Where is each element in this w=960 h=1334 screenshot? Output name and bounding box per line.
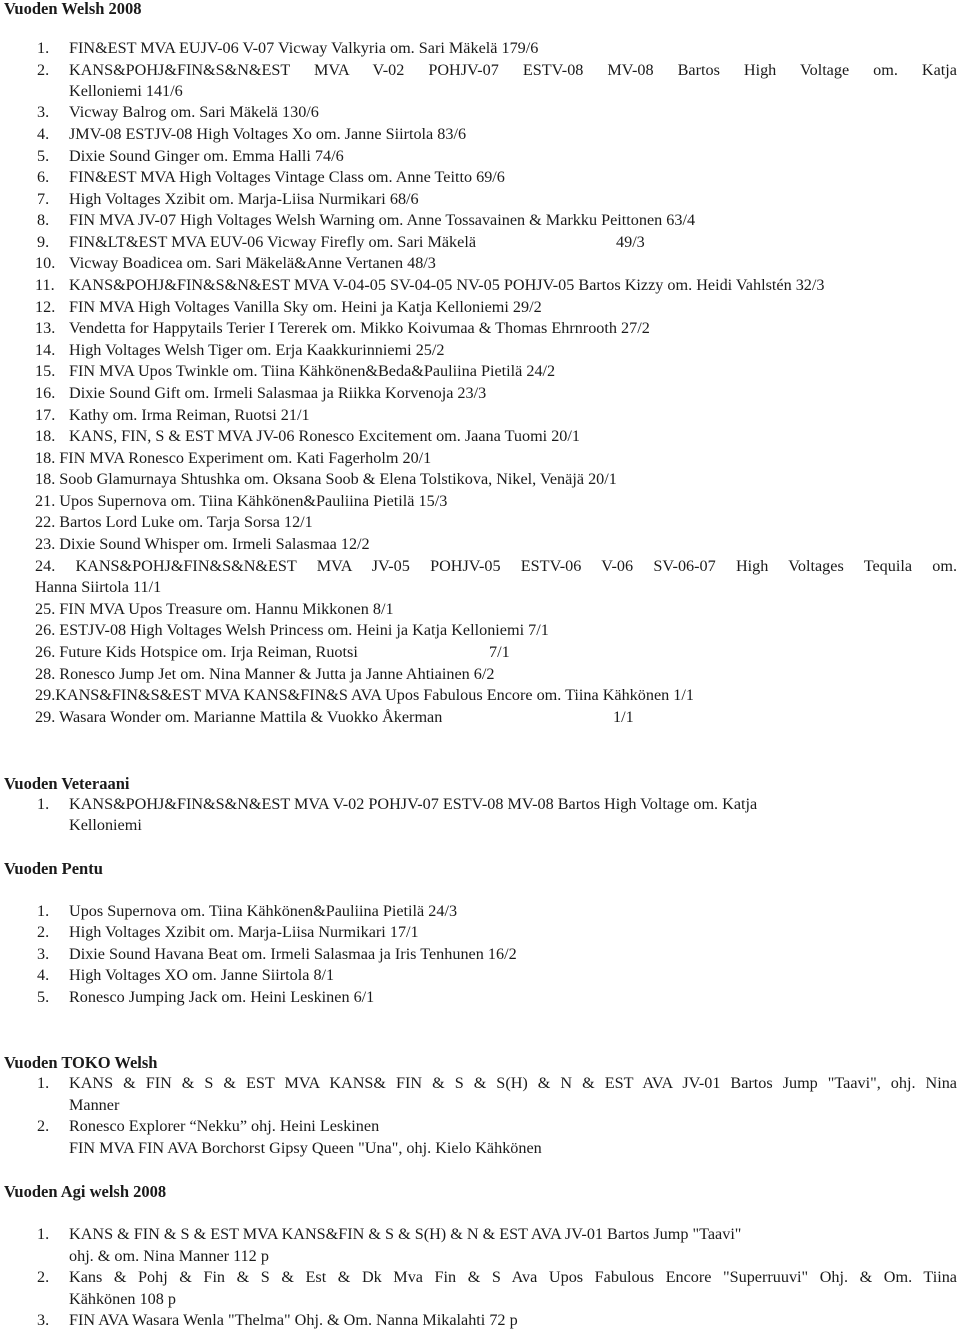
item-text: 25. FIN MVA Upos Treasure om. Hannu Mikkonen 8/1 xyxy=(35,600,394,618)
item-text: FIN MVA Upos Twinkle om. Tiina Kähkönen&Beda&Pauliina Pietilä 24/2 xyxy=(69,362,556,380)
item-number: 12. xyxy=(35,298,56,316)
item-number: 2. xyxy=(37,923,50,941)
item-number: 10. xyxy=(35,254,56,272)
item-text: High Voltages XO om. Janne Siirtola 8/1 xyxy=(69,966,335,984)
item-text: Kans & Pohj & Fin & S & Est & Dk Mva Fin & S Ava Upos Fabulous Encore "Superruuvi" Ohj. & Om. Tiina xyxy=(69,1268,957,1286)
item-text: 28. Ronesco Jump Jet om. Nina Manner & Jutta ja Janne Ahtiainen 6/2 xyxy=(35,665,495,683)
item-text: KANS&POHJ&FIN&S&N&EST MVA V-04-05 SV-04-05 NV-05 POHJV-05 Bartos Kizzy om. Heidi Vahlstén 32/3 xyxy=(69,276,825,294)
item-text: KANS & FIN & S & EST MVA KANS&FIN & S & S(H) & N & EST AVA JV-01 Bartos Jump "Taavi" xyxy=(69,1225,742,1243)
item-number: 14. xyxy=(35,341,56,359)
item-text-continuation: ohj. & om. Nina Manner 112 p xyxy=(69,1247,269,1265)
item-score: 49/3 xyxy=(616,233,645,251)
item-number: 1. xyxy=(37,1225,50,1243)
item-text: High Voltages Xzibit om. Marja-Liisa Nurmikari 68/6 xyxy=(69,190,419,208)
item-number: 2. xyxy=(37,1117,50,1135)
section-title-pentu: Vuoden Pentu xyxy=(4,859,103,878)
item-text: Vicway Boadicea om. Sari Mäkelä&Anne Vertanen 48/3 xyxy=(69,254,436,272)
item-text: 24. KANS&POHJ&FIN&S&N&EST MVA JV-05 POHJV-05 ESTV-06 V-06 SV-06-07 High Voltages Tequila om. xyxy=(35,557,957,575)
item-number: 2. xyxy=(37,61,50,79)
item-number: 7. xyxy=(37,190,50,208)
item-number: 8. xyxy=(37,211,50,229)
item-score: 1/1 xyxy=(613,708,634,726)
item-number: 11. xyxy=(35,276,55,294)
item-text: Dixie Sound Ginger om. Emma Halli 74/6 xyxy=(69,147,344,165)
item-number: 5. xyxy=(37,988,50,1006)
section-title-veteraani: Vuoden Veteraani xyxy=(4,774,130,793)
item-number: 1. xyxy=(37,795,50,813)
item-number: 15. xyxy=(35,362,56,380)
item-text: 18. Soob Glamurnaya Shtushka om. Oksana Soob & Elena Tolstikova, Nikel, Venäjä 20/1 xyxy=(35,470,617,488)
item-number: 17. xyxy=(35,406,56,424)
item-text: 22. Bartos Lord Luke om. Tarja Sorsa 12/1 xyxy=(35,513,313,531)
item-number: 1. xyxy=(37,902,50,920)
item-number: 13. xyxy=(35,319,56,337)
section-title-welsh: Vuoden Welsh 2008 xyxy=(4,0,142,18)
item-text: 29. Wasara Wonder om. Marianne Mattila & Vuokko Åkerman xyxy=(35,708,443,726)
item-text-continuation: Manner xyxy=(69,1096,120,1114)
item-text: FIN&EST MVA EUJV-06 V-07 Vicway Valkyria om. Sari Mäkelä 179/6 xyxy=(69,39,539,57)
item-text-continuation: Kähkönen 108 p xyxy=(69,1290,176,1308)
item-number: 16. xyxy=(35,384,56,402)
item-text: Vendetta for Happytails Terier I Tererek om. Mikko Koivumaa & Thomas Ehrnrooth 27/2 xyxy=(69,319,650,337)
item-text: 26. Future Kids Hotspice om. Irja Reiman, Ruotsi xyxy=(35,643,358,661)
item-number: 6. xyxy=(37,168,50,186)
item-text: High Voltages Xzibit om. Marja-Liisa Nurmikari 17/1 xyxy=(69,923,419,941)
item-text: FIN&EST MVA High Voltages Vintage Class om. Anne Teitto 69/6 xyxy=(69,168,505,186)
item-text: 21. Upos Supernova om. Tiina Kähkönen&Pauliina Pietilä 15/3 xyxy=(35,492,448,510)
item-number: 4. xyxy=(37,966,50,984)
item-text: FIN&LT&EST MVA EUV-06 Vicway Firefly om. Sari Mäkelä xyxy=(69,233,476,251)
item-text: High Voltages Welsh Tiger om. Erja Kaakkurinniemi 25/2 xyxy=(69,341,445,359)
item-text: KANS, FIN, S & EST MVA JV-06 Ronesco Excitement om. Jaana Tuomi 20/1 xyxy=(69,427,580,445)
item-number: 3. xyxy=(37,945,50,963)
item-text: Ronesco Jumping Jack om. Heini Leskinen 6/1 xyxy=(69,988,375,1006)
item-number: 3. xyxy=(37,1311,50,1329)
item-number: 18. xyxy=(35,427,56,445)
item-text: JMV-08 ESTJV-08 High Voltages Xo om. Janne Siirtola 83/6 xyxy=(69,125,467,143)
item-text: KANS&POHJ&FIN&S&N&EST MVA V-02 POHJV-07 ESTV-08 MV-08 Bartos High Voltage om. Katja xyxy=(69,795,758,813)
item-number: 9. xyxy=(37,233,50,251)
item-text: Ronesco Explorer “Nekku” ohj. Heini Leskinen xyxy=(69,1117,380,1135)
item-number: 3. xyxy=(37,103,50,121)
item-text: 26. ESTJV-08 High Voltages Welsh Princess om. Heini ja Katja Kelloniemi 7/1 xyxy=(35,621,549,639)
item-text: Vicway Balrog om. Sari Mäkelä 130/6 xyxy=(69,103,319,121)
item-text: Dixie Sound Gift om. Irmeli Salasmaa ja Riikka Korvenoja 23/3 xyxy=(69,384,487,402)
section-title-agi: Vuoden Agi welsh 2008 xyxy=(4,1182,167,1201)
item-text: Kathy om. Irma Reiman, Ruotsi 21/1 xyxy=(69,406,310,424)
item-score: 7/1 xyxy=(489,643,510,661)
item-text: Dixie Sound Havana Beat om. Irmeli Salasmaa ja Iris Tenhunen 16/2 xyxy=(69,945,517,963)
item-number: 5. xyxy=(37,147,50,165)
item-text: KANS & FIN & S & EST MVA KANS& FIN & S & S(H) & N & EST AVA JV-01 Bartos Jump "Taavi", ohj. Nina xyxy=(69,1074,957,1092)
item-text: 23. Dixie Sound Whisper om. Irmeli Salasmaa 12/2 xyxy=(35,535,370,553)
item-text: FIN MVA JV-07 High Voltages Welsh Warning om. Anne Tossavainen & Markku Peittonen 63/4 xyxy=(69,211,696,229)
item-number: 4. xyxy=(37,125,50,143)
item-number: 2. xyxy=(37,1268,50,1286)
item-text-continuation: Hanna Siirtola 11/1 xyxy=(35,578,162,596)
item-text: FIN MVA High Voltages Vanilla Sky om. Heini ja Katja Kelloniemi 29/2 xyxy=(69,298,542,316)
section-title-toko: Vuoden TOKO Welsh xyxy=(4,1053,158,1072)
item-text: 18. FIN MVA Ronesco Experiment om. Kati Fagerholm 20/1 xyxy=(35,449,432,467)
item-number: 1. xyxy=(37,1074,50,1092)
item-text: Upos Supernova om. Tiina Kähkönen&Pauliina Pietilä 24/3 xyxy=(69,902,458,920)
item-text: FIN AVA Wasara Wenla "Thelma" Ohj. & Om. Nanna Mikalahti 72 p xyxy=(69,1311,518,1329)
item-text-continuation: Kelloniemi 141/6 xyxy=(69,82,183,100)
item-text-continuation: FIN MVA FIN AVA Borchorst Gipsy Queen "Una", ohj. Kielo Kähkönen xyxy=(69,1139,542,1157)
item-text: KANS&POHJ&FIN&S&N&EST MVA V-02 POHJV-07 ESTV-08 MV-08 Bartos High Voltage om. Katja xyxy=(69,61,957,79)
item-number: 1. xyxy=(37,39,50,57)
item-text: 29.KANS&FIN&S&EST MVA KANS&FIN&S AVA Upos Fabulous Encore om. Tiina Kähkönen 1/1 xyxy=(35,686,694,704)
item-text-continuation: Kelloniemi xyxy=(69,816,142,834)
